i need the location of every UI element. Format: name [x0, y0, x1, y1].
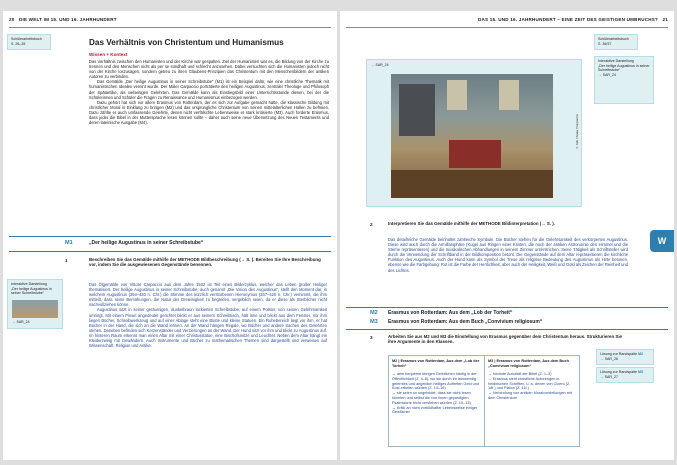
link-arrow-icon: → — [600, 374, 604, 379]
context-paragraph-2: Das Gemälde „Der heilige Augustinus in seiner Schreibstube“ (M1) ist ein Beispiel dafür, wie eine christliche Thematik mit humanistischen Idealen vereint wurde. Der Maler Carpaccio porträtierte den heiligen Augustinus, zentraler Theologe und Philosoph der Spätantike, als vielseitigen Gelehrten. Das Gemälde kann als Einstiegsbild einer Unterrichtsstunde dienen, bei der die Schülerinnen und Schüler die Fragen zu Renaissance und Humanismus einbezogen werden. — [89, 79, 329, 100]
task-1-number: 1 — [65, 258, 68, 263]
m3-rule-bottom — [346, 329, 668, 330]
painting-frame — [366, 59, 582, 207]
column-m2-items — [392, 372, 480, 415]
left-page-header: DIE WELT IM 15. UND 16. JAHRHUNDERT — [18, 17, 117, 22]
margin-note-title: Schülerarbeitsbuch — [598, 37, 629, 41]
header-rule — [346, 27, 668, 28]
painting-alcove — [399, 84, 435, 136]
task-2-number: 2 — [370, 222, 373, 227]
m1-rule-bottom — [9, 251, 331, 252]
list-item: → sie seien so ungebildet, dass sie nicht lesen könnten und selbst die von ihnen gepredigten Psalmworte nicht verstehen würden (Z. 10–13) — [392, 391, 471, 405]
margin-note-title: Interaktive Darstellung — [598, 59, 634, 63]
margin-note-ref[interactable]: SAR_24 — [16, 320, 30, 324]
context-paragraph-1: Das Verhältnis zwischen den Humanisten und der Kirche war gespalten. Ziel der Humanisten war es, die Bildung von der Kirche zu trennen und den Menschen nicht als per se sündhaft und schlecht anzusehen. Dabei versuchten sich die Humanisten jedoch nicht von der Kirche loszusagen, sondern getreu zu ihren Glaubens-Prinzipien das Christentum mit den Menschenbildern der antiken Autoren zu verbinden. — [89, 59, 329, 80]
margin-note-workbook[interactable] — [7, 34, 51, 50]
list-item: → Verbindung von antiken Moralvorstellungen mit dem Christentum — [488, 391, 572, 400]
page-title: Das Verhältnis von Christentum und Humanismus — [89, 38, 284, 47]
margin-note-interactive[interactable] — [7, 279, 63, 329]
m1-title: „Der heilige Augustinus in seiner Schreibstube“ — [89, 240, 204, 246]
context-paragraph-3: Dazu gehört hat sich vor allem Erasmus von Rotterdam, der es sich zur Aufgabe gemacht hatte, die klassische Bildung mit christlicher Moral in Einklang zu bringen (M2) und das ursprüngliche Christentum von seinen mittelalterlichen Hüllen zu befreien. Dazu zählte er auch umfassende Gelehrte, denen nicht verfälschte Lebensweise er stark kritisierte (M3). Auch forderte Erasmus, dass jeder die Bibel in der Muttersprache lesen können sollte – daher auch seine neue Übersetzung des Neuen Testaments und deren lateinische Ausgabe (M4). — [89, 99, 329, 126]
task-2-text: Interpretieren Sie das Gemälde mithilfe der METHODE Bildinterpretation (→ S. ). — [388, 221, 555, 226]
task-3-number: 3 — [370, 335, 373, 340]
answer-paragraph-2: Augustinus sitzt in seiner geräumigen, dunkelbraun lackierten Schreibstube, auf einem Polster, von seinen Gelehrsamkeit umringt. Mit einem Pinsel angedeutet gerichtet blickt er aus seinem Schreibtisch, hält inne und blickt aus dem Fenster. Vor ihm liegen Bücher, Schreibwerkzeug und auf einer Ablage steht eine Büste und kleine Statuen. Ein Ruhebereich liegt vor ihm, er hat Bücher in der Hand, die sich an die Wand lehnen. An der Wand hängen Regale, wo Bücher und andere Sachen des Gelehrten stehen. Daneben befinden sich Kerzenständer und Verzierungen an der Wand. Der Hund sitzt vor ihm und blickt zu Augustinus auf. Im hinteren Raum erkennt man einen Altar mit einer Christusstatue, eine Bischofsmitze und Leuchter. Neben dem Altar hängt ein Kleiderzweig mit Gewändern. Auch Instrumente und Bücher zu mathematischen Themen sind dargestellt und verweisen auf Wissenschaft, Religion und Antike. — [89, 307, 327, 349]
margin-note-ref[interactable]: SAR_26 — [604, 356, 618, 361]
painting-floor — [391, 170, 553, 198]
header-rule — [9, 27, 331, 28]
chapter-tab[interactable]: W — [650, 230, 674, 252]
margin-solution-m2[interactable] — [596, 349, 654, 365]
painting-figure — [449, 140, 501, 168]
margin-note-title: Schülerarbeitsbuch — [11, 37, 42, 41]
margin-note-label: M2 — [637, 352, 643, 356]
right-page-header: DAS 15. UND 16. JAHRHUNDERT – EINE ZEIT DES GEISTIGEN UMBRUCHS? — [478, 17, 659, 22]
margin-note-title: Lösung zur Randspalte — [600, 352, 637, 356]
right-page — [340, 11, 674, 460]
margin-note-title: Lösung zur Randspalte — [600, 370, 637, 374]
margin-note-interactive[interactable] — [594, 56, 654, 104]
painting-window — [447, 80, 467, 110]
margin-note-text: „Der heilige Augustinus in seiner Schreibstube“ — [11, 286, 52, 296]
m3-label: M3 — [370, 319, 378, 325]
column-m3-items — [488, 372, 576, 401]
margin-solution-m3[interactable] — [596, 367, 654, 383]
painting-thumbnail[interactable] — [12, 300, 58, 318]
margin-note-ref[interactable]: SAR_27 — [604, 374, 618, 379]
m2-title: Erasmus von Rotterdam: Aus dem „Lob der Torheit“ — [388, 310, 513, 316]
link-arrow-icon: → — [600, 356, 604, 361]
margin-note-workbook[interactable] — [594, 34, 638, 50]
m1-label: M1 — [65, 240, 73, 246]
m2-label: M2 — [370, 310, 378, 316]
comparison-table — [388, 355, 580, 447]
m2-rule — [346, 307, 668, 308]
image-credit: © bpk / Scala / Carpaccio — [575, 114, 579, 150]
painting-window — [499, 80, 519, 110]
list-item: → dem bequeme übrigen Geistlichen häufig in der Öffentlichkeit (Z. 4–6), wo sie durch ihr auswendig gelerntes und angeblich heiliges Auftreten Geld und Kost erbeten würden (Z. 14–16) — [392, 372, 479, 391]
section-label: Wissen + Kontext — [89, 52, 128, 57]
task-1-text: Beschreiben Sie das Gemälde mithilfe der METHODE Bildbeschreibung (→ S. ). Bereiten Sie Ihre Beschreibung vor, indem Sie die ausgewiesenen Gegenstände benennen. — [89, 257, 321, 268]
m1-rule — [9, 236, 331, 237]
margin-note-title: Interaktive Darstellung — [11, 282, 47, 286]
link-arrow-icon: → — [12, 320, 16, 324]
answer-block-1 — [89, 282, 327, 348]
margin-note-label: M3 — [637, 370, 643, 374]
painting-ref[interactable]: SAR_24 — [375, 63, 389, 67]
margin-note-ref[interactable]: SAR_24 — [602, 72, 616, 77]
list-item: → höchste Autorität der Bibel (Z. 1–3) — [488, 372, 552, 376]
column-header-m2: M2 | Erasmus von Rotterdam, Aus dem „Lob der Torheit“ — [392, 359, 480, 368]
link-arrow-icon: → — [598, 72, 602, 77]
painting-image[interactable] — [391, 74, 553, 198]
task-3-text: Arbeiten Sie aus M2 und M3 die Einstellung von Erasmus gegenüber dem Christentum heraus. Strukturieren Sie ihre Argumente in den Klassen. — [388, 334, 622, 345]
right-page-number: 21 — [662, 17, 668, 22]
table-divider — [484, 356, 485, 446]
margin-note-ref: S. 26–35 — [11, 41, 26, 46]
left-page — [3, 11, 337, 460]
margin-note-ref: S. 36/37 — [598, 41, 612, 46]
list-item: → Erasmus sieht christliche Autorengen in heidnischen Schriften, u. a. denen von Cicero (Z. 18f.) und Platon (Z. 11f.) — [488, 376, 571, 391]
list-item: → Kritik an nicht vorbildhafter Lebensweise einiger Geistlicher — [392, 405, 478, 415]
m3-title: Erasmus von Rotterdam: Aus dem Buch „Convivium religiosum“ — [388, 319, 543, 325]
left-page-number: 20 — [9, 17, 15, 22]
answer-paragraph-1: Das Ölgemälde von Vittore Carpaccio aus dem Jahre 1502 ist Teil eines Bilderzyklus, welcher das Leben großer Heiliger thematisiert. Der heilige Augustinus in seiner Schreibstube, auch genannt „Die Vision des Augustinus“, stellt den Moment dar, in welchem Augustinus (354–430 n. Chr.) die Stimme des kürzlich verstorbenen Hieronymus (347–420 n. Chr.) vernimmt, die ihm mitteilt, dass seine Bemühungen, die Natur der Dreieinigkeit zu begreifen, vergeblich seien, da er diese als Sterblicher nicht nachvollziehen könne. — [89, 282, 327, 308]
column-header-m3: M3 | Erasmus von Rotterdam, Aus dem Buch „Convivium religiosum“ — [488, 359, 569, 368]
margin-note-text: „Der heilige Augustinus in seiner Schreibstube“ — [598, 63, 650, 73]
link-arrow-icon: → — [371, 63, 375, 67]
answer-paragraph-3: Das detailreiche Gemälde beinhaltet zahlreiche Symbole. Die Bücher stehen für die Gelehrsamkeit des verkörperten Augustinus. Diese wird auch durch die Armillarsphäre (Kugel aus Ringen einer Kristen, die noch der antiken Astronomie den Himmel und die Sterne repräsentieren) und die musikalischen Abhandlungen in seinem Zimmer unterstrichen. Seine Tätigkeit als Schriftsteller wird durch die Verwendung der Schriftband in der Bildkomposition betont. Die Gegenstände auf dem Altar repräsentieren die kirchliche Funktion des Augustinus. Auch der Hund kann als Symbol der Treue als religiöse Bedeutung des Augustinus als Hirte betonen, ebenso wie die Farbgebung: Rot ist die Farbe der Herrlichkeit, aber auch der Heiligkeit, Weiß und Gold als Zeichen der Reinheit und des Lichtes. — [388, 237, 628, 273]
